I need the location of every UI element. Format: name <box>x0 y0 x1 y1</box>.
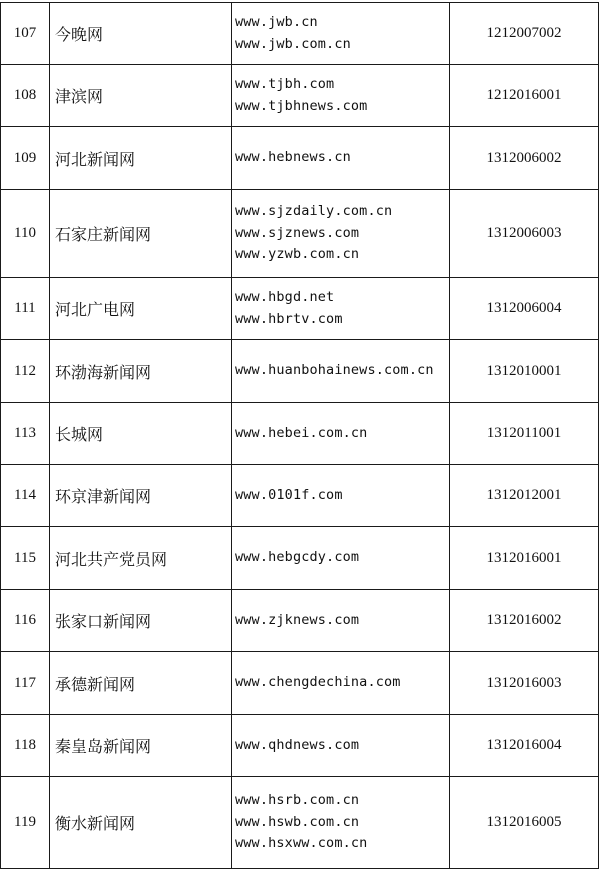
table-row <box>1 652 599 715</box>
license-code: 1212007002 <box>450 3 599 65</box>
site-urls <box>232 403 450 465</box>
row-number: 108 <box>1 65 50 127</box>
site-urls <box>232 652 450 715</box>
row-number: 110 <box>1 190 50 278</box>
table-row <box>1 3 599 65</box>
site-url: www.hswb.com.cn <box>235 813 360 830</box>
table-row <box>1 777 599 869</box>
site-urls <box>232 340 450 403</box>
site-name: 环京津新闻网 <box>50 465 232 527</box>
table-row <box>1 465 599 527</box>
site-name: 长城网 <box>50 403 232 465</box>
site-name: 衡水新闻网 <box>50 777 232 869</box>
site-url: www.sjzdaily.com.cn <box>235 203 393 220</box>
site-name: 河北共产党员网 <box>50 527 232 590</box>
table-row <box>1 527 599 590</box>
site-name: 津滨网 <box>50 65 232 127</box>
site-url: www.hsxww.com.cn <box>235 835 368 852</box>
site-url: www.hebnews.cn <box>235 149 351 166</box>
table-row <box>1 340 599 403</box>
license-code: 1312016005 <box>450 777 599 869</box>
license-code: 1312016002 <box>450 590 599 652</box>
site-name: 秦皇岛新闻网 <box>50 715 232 777</box>
row-number: 118 <box>1 715 50 777</box>
table-row <box>1 127 599 190</box>
site-url: www.tjbhnews.com <box>235 97 368 114</box>
site-url: www.huanbohainews.com.cn <box>235 362 434 379</box>
site-url: www.tjbh.com <box>235 76 335 92</box>
site-urls <box>232 465 450 527</box>
site-url: www.hsrb.com.cn <box>235 792 360 809</box>
site-name: 环渤海新闻网 <box>50 340 232 403</box>
license-code: 1312006002 <box>450 127 599 190</box>
site-urls <box>232 777 450 869</box>
license-code: 1312016003 <box>450 652 599 715</box>
site-urls <box>232 590 450 652</box>
row-number: 111 <box>1 278 50 340</box>
license-code: 1312006003 <box>450 190 599 278</box>
license-code: 1312011001 <box>450 403 599 465</box>
site-name: 今晚网 <box>50 3 232 65</box>
row-number: 115 <box>1 527 50 590</box>
site-name: 石家庄新闻网 <box>50 190 232 278</box>
site-url: www.hbrtv.com <box>235 310 343 327</box>
site-name: 承德新闻网 <box>50 652 232 715</box>
row-number: 117 <box>1 652 50 715</box>
license-code: 1312006004 <box>450 278 599 340</box>
license-code: 1312016004 <box>450 715 599 777</box>
row-number: 109 <box>1 127 50 190</box>
site-urls <box>232 527 450 590</box>
site-url: www.yzwb.com.cn <box>235 246 360 263</box>
site-name: 河北新闻网 <box>50 127 232 190</box>
license-code: 1312010001 <box>450 340 599 403</box>
site-url: www.qhdnews.com <box>235 736 360 753</box>
row-number: 112 <box>1 340 50 403</box>
site-urls <box>232 278 450 340</box>
row-number: 107 <box>1 3 50 65</box>
website-registry-table <box>0 2 599 869</box>
row-number: 113 <box>1 403 50 465</box>
table-row <box>1 715 599 777</box>
site-urls <box>232 127 450 190</box>
site-url: www.zjknews.com <box>235 611 360 628</box>
site-url: www.0101f.com <box>235 486 343 503</box>
site-url: www.sjznews.com <box>235 224 360 241</box>
site-urls <box>232 65 450 127</box>
table-row <box>1 278 599 340</box>
row-number: 116 <box>1 590 50 652</box>
license-code: 1312012001 <box>450 465 599 527</box>
site-url: www.jwb.com.cn <box>235 35 351 52</box>
site-urls <box>232 715 450 777</box>
table-row <box>1 190 599 278</box>
license-code: 1212016001 <box>450 65 599 127</box>
license-code: 1312016001 <box>450 527 599 590</box>
site-url: www.hbgd.net <box>235 289 335 305</box>
site-name: 河北广电网 <box>50 278 232 340</box>
site-urls <box>232 3 450 65</box>
site-urls <box>232 190 450 278</box>
site-url: www.jwb.cn <box>235 14 318 30</box>
row-number: 114 <box>1 465 50 527</box>
table-row <box>1 403 599 465</box>
site-url: www.chengdechina.com <box>235 674 401 691</box>
row-number: 119 <box>1 777 50 869</box>
site-name: 张家口新闻网 <box>50 590 232 652</box>
table-row <box>1 590 599 652</box>
site-url: www.hebei.com.cn <box>235 424 368 441</box>
table-row <box>1 65 599 127</box>
site-url: www.hebgcdy.com <box>235 549 360 566</box>
table-body <box>1 3 599 869</box>
